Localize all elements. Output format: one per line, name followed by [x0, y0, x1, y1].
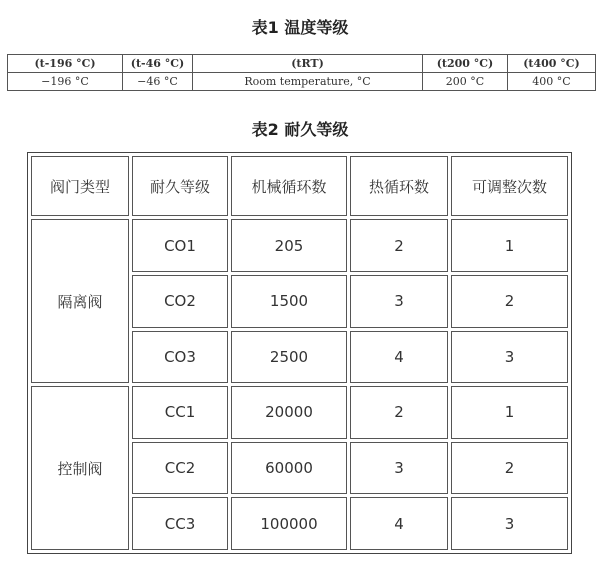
mechanical-cycles-cell: 1500: [231, 275, 347, 328]
adjustments-cell: 3: [451, 497, 568, 550]
adjustments-cell: 1: [451, 386, 568, 439]
table1-value-cell: −196 °C: [8, 73, 123, 91]
table2-header-cell: 热循环数: [350, 156, 448, 216]
durability-class-cell: CO1: [132, 219, 228, 272]
durability-class-cell: CC1: [132, 386, 228, 439]
table1-value-cell: −46 °C: [123, 73, 193, 91]
thermal-cycles-cell: 3: [350, 442, 448, 495]
thermal-cycles-cell: 2: [350, 219, 448, 272]
adjustments-cell: 3: [451, 331, 568, 384]
table2-header-cell: 阀门类型: [31, 156, 129, 216]
table2-header-cell: 机械循环数: [231, 156, 347, 216]
table2-header-row: [31, 156, 568, 216]
mechanical-cycles-cell: 60000: [231, 442, 347, 495]
thermal-cycles-cell: 2: [350, 386, 448, 439]
table1-value-row: [8, 73, 596, 91]
table1-value-cell: 400 °C: [508, 73, 596, 91]
mechanical-cycles-cell: 100000: [231, 497, 347, 550]
mechanical-cycles-cell: 20000: [231, 386, 347, 439]
table2-header-cell: 耐久等级: [132, 156, 228, 216]
table2-header-cell: 可调整次数: [451, 156, 568, 216]
table1-header-row: [8, 55, 596, 73]
thermal-cycles-cell: 4: [350, 497, 448, 550]
table1-header-cell: (t400 °C): [508, 55, 596, 73]
mechanical-cycles-cell: 205: [231, 219, 347, 272]
temperature-class-table: [7, 54, 596, 91]
durability-class-table: [27, 152, 572, 554]
durability-class-cell: CO2: [132, 275, 228, 328]
durability-class-cell: CC2: [132, 442, 228, 495]
valve-type-cell: 隔离阀: [31, 219, 129, 383]
durability-class-cell: CC3: [132, 497, 228, 550]
table-row: [31, 386, 568, 439]
adjustments-cell: 2: [451, 275, 568, 328]
adjustments-cell: 2: [451, 442, 568, 495]
thermal-cycles-cell: 3: [350, 275, 448, 328]
table1-header-cell: (t200 °C): [423, 55, 508, 73]
table1-value-cell: 200 °C: [423, 73, 508, 91]
valve-type-cell: 控制阀: [31, 386, 129, 550]
table1-value-cell: Room temperature, °C: [193, 73, 423, 91]
mechanical-cycles-cell: 2500: [231, 331, 347, 384]
table-row: [31, 219, 568, 272]
table1-header-cell: (t-196 °C): [8, 55, 123, 73]
table1-title: 表1 温度等级: [251, 18, 349, 37]
adjustments-cell: 1: [451, 219, 568, 272]
thermal-cycles-cell: 4: [350, 331, 448, 384]
durability-class-cell: CO3: [132, 331, 228, 384]
table1-header-cell: (tRT): [193, 55, 423, 73]
table1-header-cell: (t-46 °C): [123, 55, 193, 73]
table2-title: 表2 耐久等级: [251, 120, 349, 139]
